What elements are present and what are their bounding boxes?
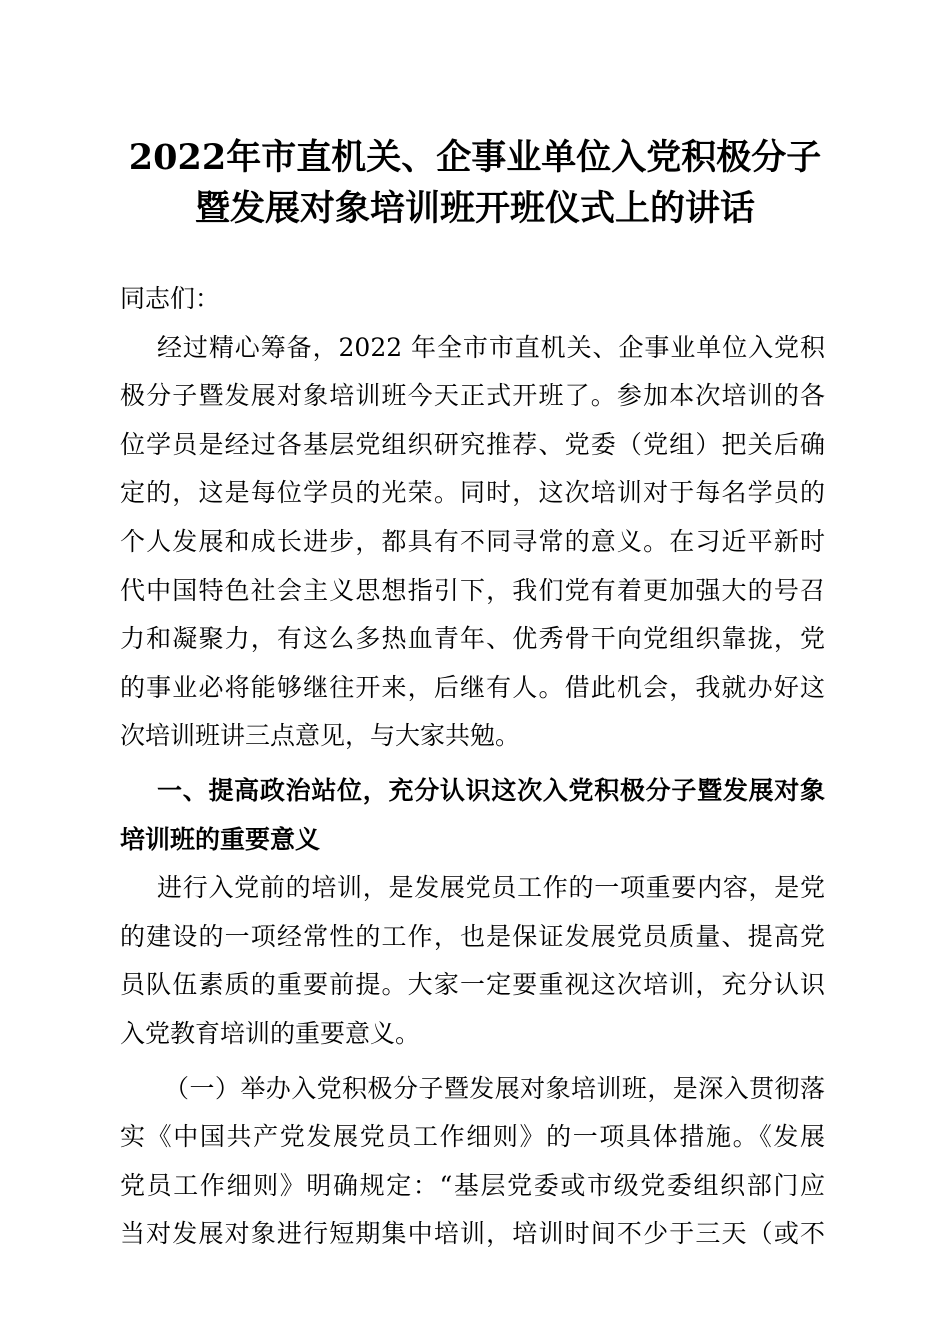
paragraph-line: 次培训班讲三点意见，与大家共勉。 <box>120 721 521 751</box>
paragraph-line: 进行入党前的培训，是发展党员工作的一项重要内容，是党 <box>157 873 825 903</box>
paragraph-subsection-1 <box>120 1065 825 1259</box>
paragraph-line: 当对发展对象进行短期集中培训，培训时间不少于三天（或不 <box>120 1219 825 1249</box>
heading-line: 培训班的重要意义 <box>120 824 321 854</box>
paragraph-line: （一）举办入党积极分子暨发展对象培训班，是深入贯彻落 <box>164 1073 825 1103</box>
paragraph-line: 的建设的一项经常性的工作，也是保证发展党员质量、提高党 <box>120 921 825 951</box>
paragraph-line: 经过精心筹备，2022 年全市市直机关、企事业单位入党积 <box>157 332 825 362</box>
paragraph-line: 员队伍素质的重要前提。大家一定要重视这次培训，充分认识 <box>120 970 825 1000</box>
section-heading-1 <box>120 767 825 864</box>
paragraph-importance <box>120 864 825 1058</box>
paragraph-intro <box>120 324 825 761</box>
paragraph-line: 极分子暨发展对象培训班今天正式开班了。参加本次培训的各 <box>120 381 825 411</box>
paragraph-line: 的事业必将能够继往开来，后继有人。借此机会，我就办好这 <box>120 672 825 702</box>
paragraph-line: 位学员是经过各基层党组织研究推荐、党委（党组）把关后确 <box>120 429 825 459</box>
document-body <box>120 275 825 1259</box>
paragraph-line: 代中国特色社会主义思想指引下，我们党有着更加强大的号召 <box>120 575 825 605</box>
paragraph-line: 力和凝聚力，有这么多热血青年、优秀骨干向党组织靠拢，党 <box>120 624 825 654</box>
document-title-line-1: 2022年市直机关、企事业单位入党积极分子 <box>128 137 822 178</box>
paragraph-line: 个人发展和成长进步，都具有不同寻常的意义。在习近平新时 <box>120 526 825 556</box>
document-title-line-2: 暨发展对象培训班开班仪式上的讲话 <box>194 188 755 229</box>
paragraph-line: 入党教育培训的重要意义。 <box>120 1018 421 1048</box>
paragraph-line: 实《中国共产党发展党员工作细则》的一项具体措施。《发展 <box>120 1122 825 1152</box>
salutation: 同志们： <box>120 284 221 313</box>
heading-line: 一、提高政治站位，充分认识这次入党积极分子暨发展对象 <box>157 775 825 805</box>
paragraph-line: 定的，这是每位学员的光荣。同时，这次培训对于每名学员的 <box>120 478 825 508</box>
paragraph-line: 党员工作细则》明确规定：“基层党委或市级党委组织部门应 <box>120 1170 825 1200</box>
